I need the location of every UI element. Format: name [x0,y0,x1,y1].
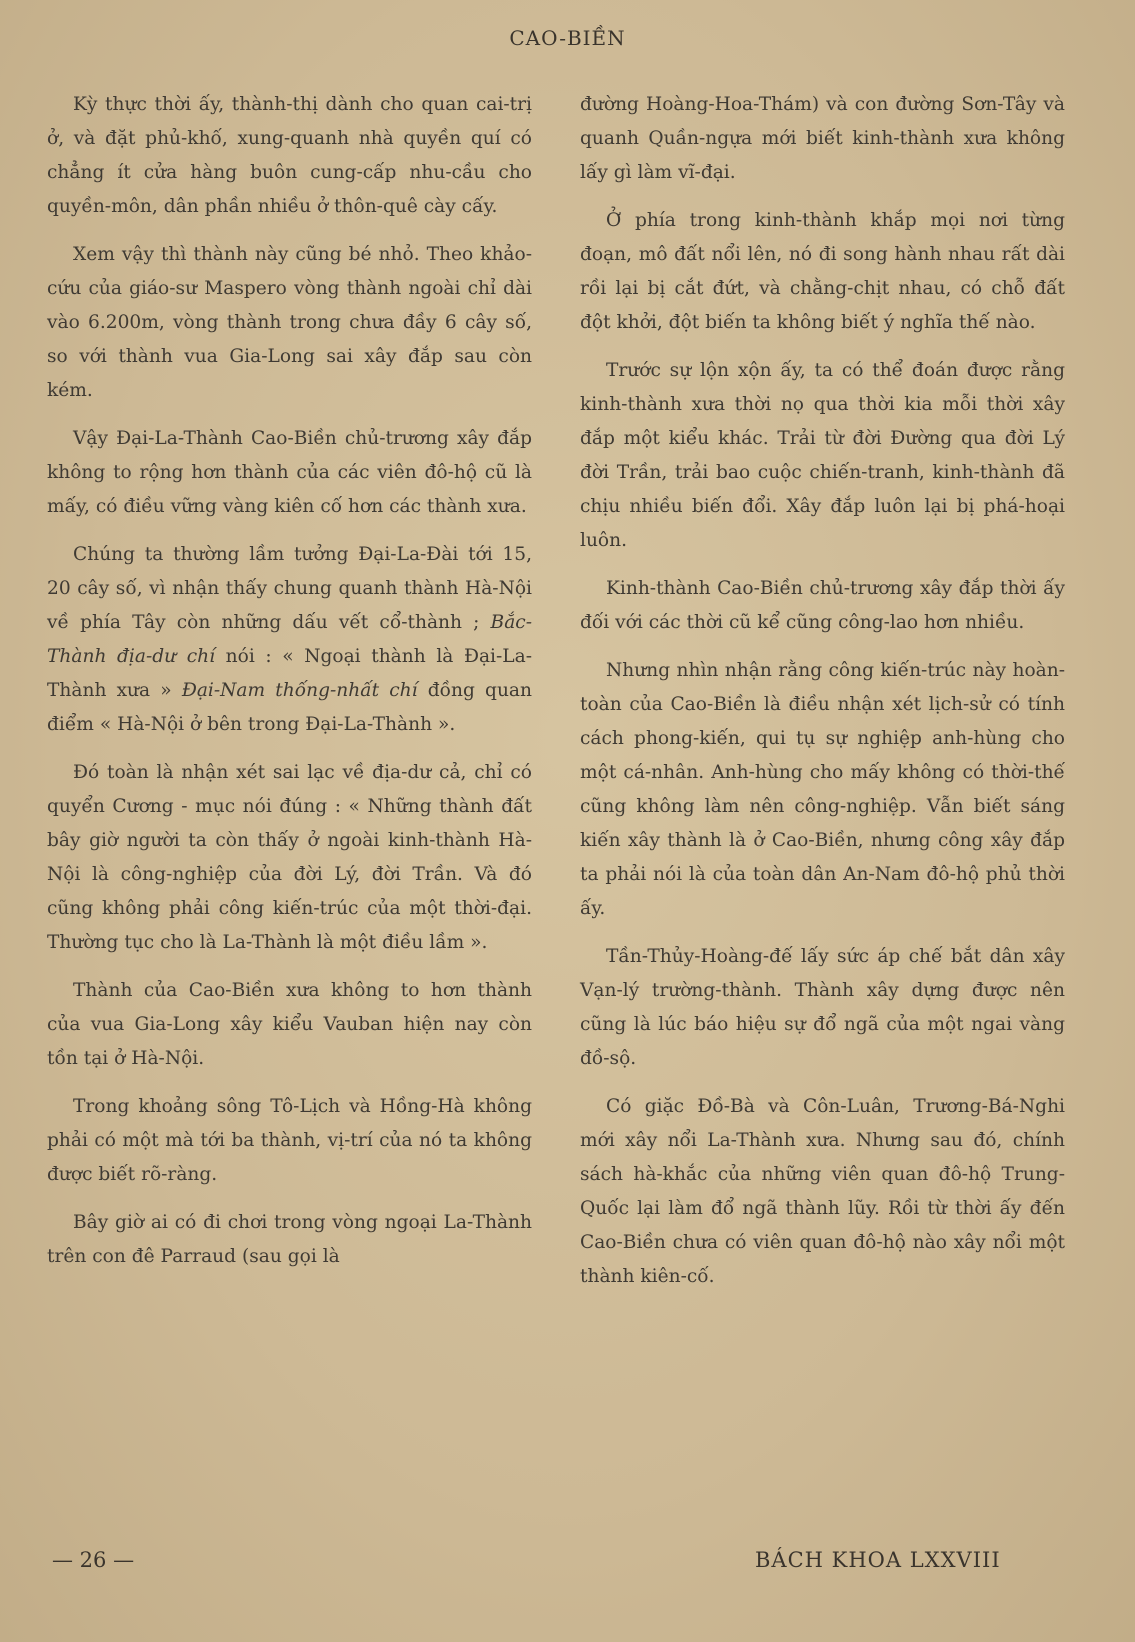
page-number: — 26 — [52,1548,135,1572]
left-column [47,88,532,1288]
paragraph: Trong khoảng sông Tô-Lịch và Hồng-Hà không phải có một mà tới ba thành, vị-trí của nó ta không được biết rõ-ràng. [47,1096,532,1185]
running-header: CAO-BIỀN [509,26,626,50]
paragraph-text: nói : « Ngoại thành là Đại-La-Thành xưa » [47,646,532,701]
right-column [580,88,1065,1308]
paragraph [47,538,532,742]
book-title: Bắc-Thành địa-dư chí [47,612,532,667]
paragraph-text: đồng quan điểm « Hà-Nội ở bên trong Đại-La-Thành ». [47,680,532,735]
paragraph: Bây giờ ai có đi chơi trong vòng ngoại La-Thành trên con đê Parraud (sau gọi là [47,1212,532,1267]
paragraph: Thành của Cao-Biền xưa không to hơn thành của vua Gia-Long xây kiểu Vauban hiện nay còn tồn tại ở Hà-Nội. [47,980,532,1069]
paragraph: Đó toàn là nhận xét sai lạc về địa-dư cả, chỉ có quyển Cương - mục nói đúng : « Những thành đất bây giờ người ta còn thấy ở ngoài kinh-thành Hà-Nội là công-nghiệp của đời Lý, đời Trần. Và đó cũng không phải công kiến-trúc của một thời-đại. Thường tục cho là La-Thành là một điều lầm ». [47,762,532,953]
paragraph-text: Chúng ta thường lầm tưởng Đại-La-Đài tới 15, 20 cây số, vì nhận thấy chung quanh thành Hà-Nội về phía Tây còn những dấu vết cổ-thành ; [47,544,532,633]
journal-name: BÁCH KHOA LXXVIII [755,1548,1001,1572]
book-title: Đại-Nam thống-nhất chí [181,680,418,701]
paragraph: Có giặc Đồ-Bà và Côn-Luân, Trương-Bá-Nghi mới xây nổi La-Thành xưa. Nhưng sau đó, chính sách hà-khắc của những viên quan đô-hộ Trung-Quốc lại làm đổ ngã thành lũy. Rồi từ thời ấy đến Cao-Biền chưa có viên quan đô-hộ nào xây nổi một thành kiên-cố. [580,1096,1065,1287]
paragraph-continued: đường Hoàng-Hoa-Thám) và con đường Sơn-Tây và quanh Quần-ngựa mới biết kinh-thành xưa không lấy gì làm vĩ-đại. [580,94,1065,183]
paragraph: Kinh-thành Cao-Biền chủ-trương xây đắp thời ấy đối với các thời cũ kể cũng công-lao hơn nhiều. [580,578,1065,633]
paragraph: Tần-Thủy-Hoàng-đế lấy sức áp chế bắt dân xây Vạn-lý trường-thành. Thành xây dựng được nên cũng là lúc báo hiệu sự đổ ngã của một ngai vàng đồ-sộ. [580,946,1065,1069]
paragraph: Kỳ thực thời ấy, thành-thị dành cho quan cai-trị ở, và đặt phủ-khố, xung-quanh nhà quyền quí có chẳng ít cửa hàng buôn cung-cấp nhu-cầu cho quyền-môn, dân phần nhiều ở thôn-quê cày cấy. [47,94,532,217]
paragraph: Xem vậy thì thành này cũng bé nhỏ. Theo khảo-cứu của giáo-sư Maspero vòng thành ngoài chỉ dài vào 6.200m, vòng thành trong chưa đầy 6 cây số, so với thành vua Gia-Long sai xây đắp sau còn kém. [47,244,532,401]
paragraph: Ở phía trong kinh-thành khắp mọi nơi từng đoạn, mô đất nổi lên, nó đi song hành nhau rất dài rồi lại bị cắt đứt, và chằng-chịt nhau, có chỗ đất đột khởi, đột biến ta không biết ý nghĩa thế nào. [580,210,1065,333]
paragraph: Vậy Đại-La-Thành Cao-Biền chủ-trương xây đắp không to rộng hơn thành của các viên đô-hộ cũ là mấy, có điều vững vàng kiên cố hơn các thành xưa. [47,428,532,517]
paragraph: Trước sự lộn xộn ấy, ta có thể đoán được rằng kinh-thành xưa thời nọ qua thời kia mỗi thời xây đắp một kiểu khác. Trải từ đời Đường qua đời Lý đời Trần, trải bao cuộc chiến-tranh, kinh-thành đã chịu nhiều biến đổi. Xây đắp luôn lại bị phá-hoại luôn. [580,360,1065,551]
paragraph: Nhưng nhìn nhận rằng công kiến-trúc này hoàn-toàn của Cao-Biền là điều nhận xét lịch-sử có tính cách phong-kiến, qui tụ sự nghiệp anh-hùng cho một cá-nhân. Anh-hùng cho mấy không có thời-thế cũng không làm nên công-nghiệp. Vẫn biết sáng kiến xây thành là ở Cao-Biền, nhưng công xây đắp ta phải nói là của toàn dân An-Nam đô-hộ phủ thời ấy. [580,660,1065,919]
